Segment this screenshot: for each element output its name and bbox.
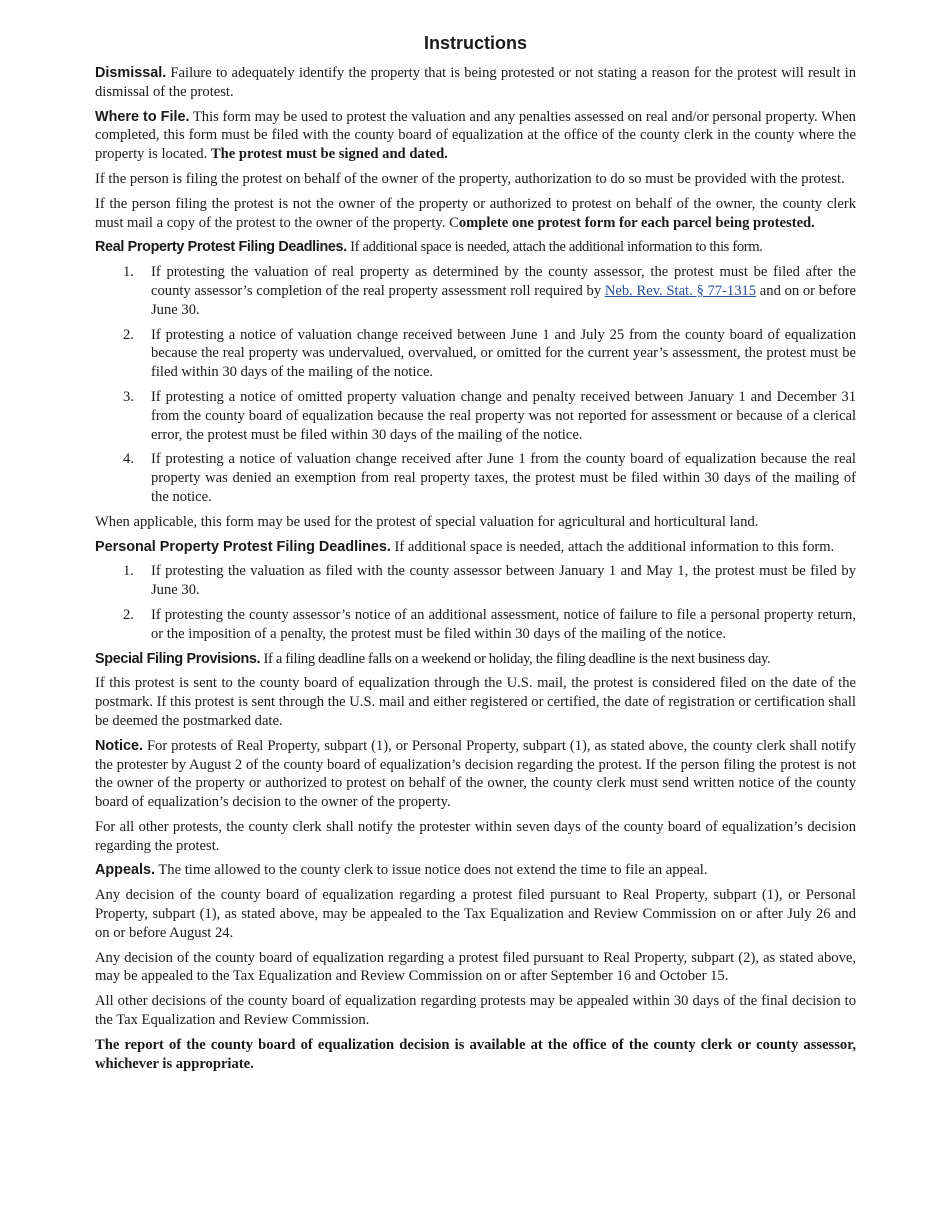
- notice-text: For protests of Real Property, subpart (1), or Personal Property, subpart (1), as stated above, the county clerk shall notify the protester by August 2 of the county board of equalization’s decision regarding the protest. If the person filing the protest is not the owner of the property or authorized to protest on behalf of the owner, the county clerk must send written notice of the county board of equalization’s decision to the owner of the property.: [95, 737, 856, 811]
- list-text: If protesting a notice of valuation change received after June 1 from the county board of equalization because the real property was denied an exemption from real property taxes, the protest must be filed within 30 days of the mailing of the notice.: [151, 451, 856, 505]
- special-filing-heading: Special Filing Provisions.: [95, 650, 261, 667]
- list-text: If protesting a notice of omitted property valuation change and penalty received between January 1 and December 31 from the county board of equalization because the real property was not reported for assessment or because of a clerical error, the protest must be filed within 30 days of the mailing of the notice.: [151, 388, 856, 443]
- list-item: [95, 388, 856, 444]
- where-to-file-paragraph: [95, 108, 856, 164]
- report-paragraph: [95, 1036, 856, 1074]
- real-property-intro: [95, 238, 856, 257]
- personal-property-text: If additional space is needed, attach the additional information to this form.: [394, 538, 835, 555]
- other-protests-paragraph: For all other protests, the county clerk shall notify the protester within seven days of the county board of equalization’s decision regarding the protest.: [95, 818, 856, 854]
- where-to-file-text: This form may be used to protest the valuation and any penalties assessed on real and/or personal property. When completed, this form must be filed with the county board of equalization at the office of the county clerk in the county where the property is located.: [95, 108, 856, 163]
- list-number: 2.: [123, 326, 134, 343]
- list-item: [95, 326, 856, 382]
- appeal-paragraph-2: Any decision of the county board of equalization regarding a protest filed pursuant to Real Property, subpart (2), as stated above, may be appealed to the Tax Equalization and Review Commission on or after September 16 and October 15.: [95, 949, 856, 985]
- list-number: 3.: [123, 388, 134, 405]
- list-number: 2.: [123, 606, 134, 623]
- dismissal-text: Failure to adequately identify the property that is being protested or not stating a reason for the protest will result in dismissal of the protest.: [95, 65, 856, 100]
- list-number: 1.: [123, 264, 134, 281]
- statute-link[interactable]: Neb. Rev. Stat. § 77-1315: [604, 282, 757, 299]
- special-filing-text: If a filing deadline falls on a weekend or holiday, the filing deadline is the next business day.: [263, 650, 771, 667]
- special-filing-paragraph: [95, 650, 856, 669]
- list-text-after: and on or before June 30.: [151, 282, 856, 318]
- report-note: The report of the county board of equalization decision is available at the office of the county clerk or county assessor, whichever is appropriate.: [95, 1036, 856, 1072]
- list-item: [95, 450, 856, 506]
- list-number: 4.: [123, 451, 134, 468]
- behalf-paragraph: If the person is filing the protest on behalf of the owner of the property, authorization to do so must be provided with the protest.: [95, 170, 845, 187]
- list-item: [95, 606, 856, 644]
- agricultural-paragraph: When applicable, this form may be used for the protest of special valuation for agricultural and horticultural land.: [95, 513, 759, 530]
- list-text: If protesting a notice of valuation change received between June 1 and July 25 from the county board of equalization because the real property was undervalued, overvalued, or omitted for the current year’s assessment, the protest must be filed within 30 days of the mailing of the notice.: [151, 326, 856, 381]
- real-property-heading: Real Property Protest Filing Deadlines.: [95, 239, 347, 256]
- not-owner-paragraph: [95, 195, 856, 233]
- not-owner-text: If the person filing the protest is not the owner of the property or authorized to protest on behalf of the owner, the county clerk must mail a copy of the protest to the owner of the property. C: [95, 195, 856, 231]
- instructions-page: [95, 32, 856, 1079]
- page-title: Instructions: [423, 33, 527, 53]
- where-to-file-heading: Where to File.: [95, 108, 190, 125]
- dismissal-paragraph: [95, 64, 856, 102]
- real-property-text: If additional space is needed, attach the additional information to this form.: [350, 239, 763, 256]
- personal-property-intro: [95, 538, 856, 557]
- personal-property-deadlines-list: [95, 562, 856, 643]
- list-text: If protesting the county assessor’s notice of an additional assessment, notice of failure to file a personal property return, or the imposition of a penalty, the protest must be filed within 30 days of the mailing of the notice.: [151, 606, 856, 642]
- mail-paragraph: If this protest is sent to the county board of equalization through the U.S. mail, the protest is considered filed on the date of the postmark. If this protest is sent through the U.S. mail and either registered or certified, the date of registration or certification shall be deemed the postmarked date.: [95, 675, 856, 729]
- notice-paragraph: [95, 737, 856, 812]
- appeals-paragraph: [95, 861, 856, 880]
- dismissal-heading: Dismissal.: [95, 65, 167, 81]
- list-number: 1.: [123, 563, 134, 580]
- one-form-per-parcel-note: omplete one protest form for each parcel being protested.: [458, 214, 815, 231]
- signed-dated-note: The protest must be signed and dated.: [210, 146, 448, 163]
- list-text: If protesting the valuation of real property as determined by the county assessor, the protest must be filed after the county assessor’s completion of the real property assessment roll required by: [151, 264, 856, 299]
- real-property-deadlines-list: [95, 263, 856, 507]
- appeals-heading: Appeals.: [95, 862, 155, 879]
- appeal-paragraph-3: All other decisions of the county board of equalization regarding protests may be appealed within 30 days of the final decision to the Tax Equalization and Review Commission.: [95, 993, 856, 1029]
- personal-property-heading: Personal Property Protest Filing Deadlines.: [95, 538, 391, 555]
- list-item: [95, 562, 856, 600]
- appeal-paragraph-1: Any decision of the county board of equalization regarding a protest filed pursuant to Real Property, subpart (1), or Personal Property, subpart (1), as stated above, may be appealed to the Tax Equalization and Review Commission on or after July 26 and on or before August 24.: [95, 887, 856, 941]
- notice-heading: Notice.: [95, 737, 143, 754]
- appeals-text: The time allowed to the county clerk to issue notice does not extend the time to file an appeal.: [158, 862, 708, 879]
- list-item: [95, 263, 856, 319]
- list-text: If protesting the valuation as filed with the county assessor between January 1 and May 1, the protest must be filed by June 30.: [151, 563, 856, 599]
